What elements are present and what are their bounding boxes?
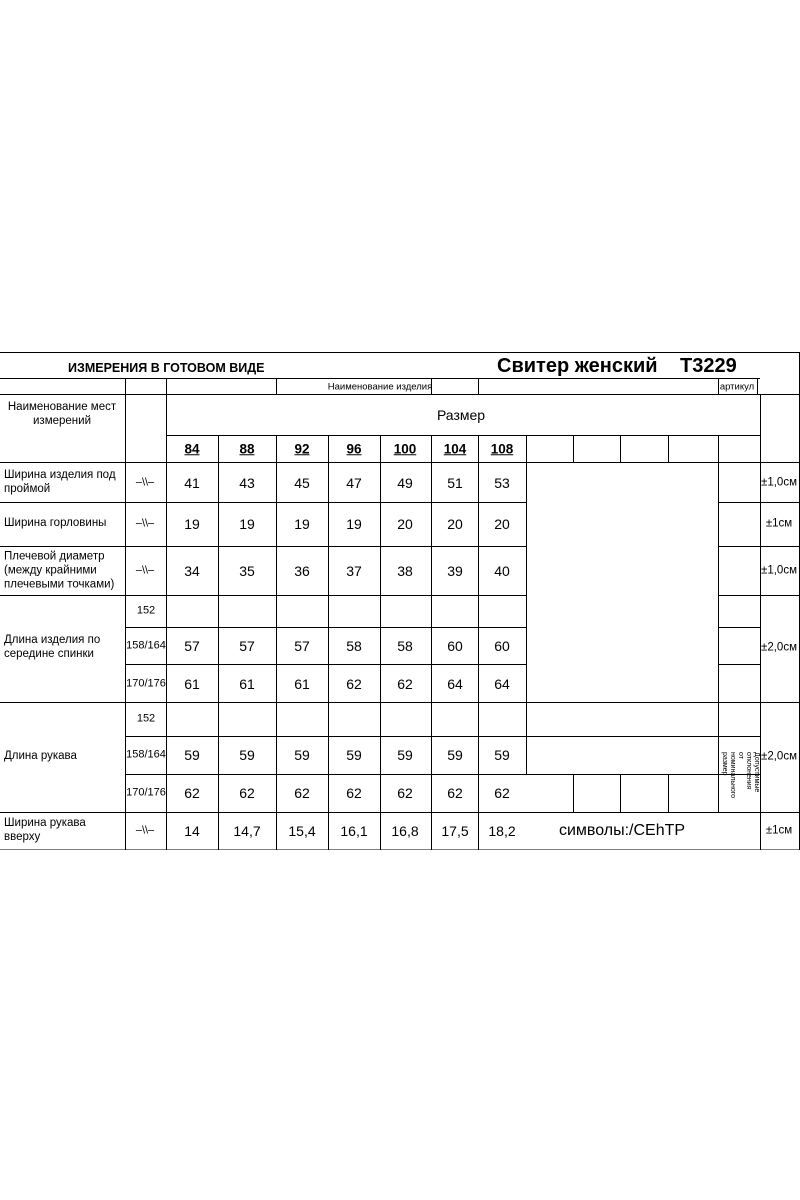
value-cell: 59 [294,747,310,763]
value-cell: 59 [239,747,255,763]
value-cell: 14,7 [233,823,261,839]
height-170-176: 170/176 [126,677,166,690]
shoulder-label: Плечевой диаметр (между крайними плечевыми точками) [4,550,115,590]
value-cell: 20 [397,516,413,532]
value-cell: 60 [447,638,463,654]
ditto-mark: –\\– [135,824,155,837]
value-cell: 57 [294,638,310,654]
value-cell: 45 [294,475,310,491]
value-cell: 38 [397,563,413,579]
tolerance-header: Допустимые отклонения от номинального размер [720,752,760,799]
value-cell: 59 [397,747,413,763]
value-cell: 20 [447,516,463,532]
value-cell: 59 [494,747,510,763]
sleeve-length-label: Длина рукава [4,750,77,763]
value-cell: 64 [447,676,463,692]
value-cell: 62 [397,676,413,692]
value-cell: 16,8 [391,823,419,839]
value-cell: 34 [184,563,200,579]
value-cell: 19 [239,516,255,532]
size-cell: 104 [443,441,467,457]
back-length-tolerance: ±2,0см [761,641,797,654]
value-cell: 15,4 [288,823,316,839]
shoulder-tolerance: ±1,0см [761,564,797,577]
article-caption: артикул [719,381,755,393]
value-cell: 51 [447,475,463,491]
value-cell: 19 [346,516,362,532]
ditto-mark: –\\– [135,564,155,577]
sleeve-length-tolerance: ±2,0см [761,750,797,763]
neck-width-label: Ширина горловины [4,517,107,530]
value-cell: 35 [239,563,255,579]
height-170-176: 170/176 [126,786,166,799]
table-grid [0,352,800,850]
value-cell: 53 [494,475,510,491]
chest-width-tolerance: ±1,0см [761,476,797,489]
place-name-header: Наименование мест измерений [7,401,117,427]
height-158-164: 158/164 [126,748,166,761]
size-chart-sheet [0,352,800,850]
value-cell: 47 [346,475,362,491]
value-cell: 62 [397,785,413,801]
value-cell: 62 [494,785,510,801]
value-cell: 39 [447,563,463,579]
value-cell: 62 [239,785,255,801]
value-cell: 62 [294,785,310,801]
sleeve-top-width-label: Ширина рукава вверху [4,817,86,843]
value-cell: 58 [397,638,413,654]
value-cell: 61 [294,676,310,692]
value-cell: 20 [494,516,510,532]
value-cell: 41 [184,475,200,491]
size-cell: 88 [239,441,255,457]
value-cell: 64 [494,676,510,692]
value-cell: 18,2 [488,823,516,839]
value-cell: 61 [239,676,255,692]
size-cell: 96 [346,441,362,457]
value-cell: 61 [184,676,200,692]
neck-width-tolerance: ±1см [765,517,793,530]
value-cell: 62 [346,785,362,801]
size-cell: 84 [184,441,200,457]
value-cell: 62 [447,785,463,801]
chest-width-label: Ширина изделия под проймой [4,469,116,495]
ditto-mark: –\\– [135,517,155,530]
size-cell: 92 [294,441,310,457]
value-cell: 58 [346,638,362,654]
sleeve-top-width-tolerance: ±1см [765,824,793,837]
size-header: Размер [436,407,486,423]
size-cell: 108 [490,441,514,457]
product-name-caption: Наименование изделия [327,381,433,393]
value-cell: 59 [346,747,362,763]
product-name: Свитер женский [497,355,658,377]
value-cell: 62 [346,676,362,692]
back-length-label: Длина изделия по середине спинки [4,634,101,660]
value-cell: 37 [346,563,362,579]
value-cell: 59 [447,747,463,763]
article-code: Т3229 [680,355,737,377]
value-cell: 43 [239,475,255,491]
value-cell: 59 [184,747,200,763]
height-152: 152 [136,712,156,725]
value-cell: 36 [294,563,310,579]
value-cell: 17,5 [441,823,469,839]
height-158-164: 158/164 [126,639,166,652]
measurements-title: ИЗМЕРЕНИЯ В ГОТОВОМ ВИДЕ [68,360,265,375]
value-cell: 40 [494,563,510,579]
value-cell: 49 [397,475,413,491]
value-cell: 19 [184,516,200,532]
value-cell: 57 [184,638,200,654]
value-cell: 62 [184,785,200,801]
height-152: 152 [136,604,156,617]
value-cell: 14 [184,823,200,839]
value-cell: 60 [494,638,510,654]
value-cell: 16,1 [340,823,368,839]
ditto-mark: –\\– [135,476,155,489]
value-cell: 57 [239,638,255,654]
value-cell: 19 [294,516,310,532]
size-cell: 100 [393,441,417,457]
symbols-note: символы:/CEhTP [558,822,686,839]
